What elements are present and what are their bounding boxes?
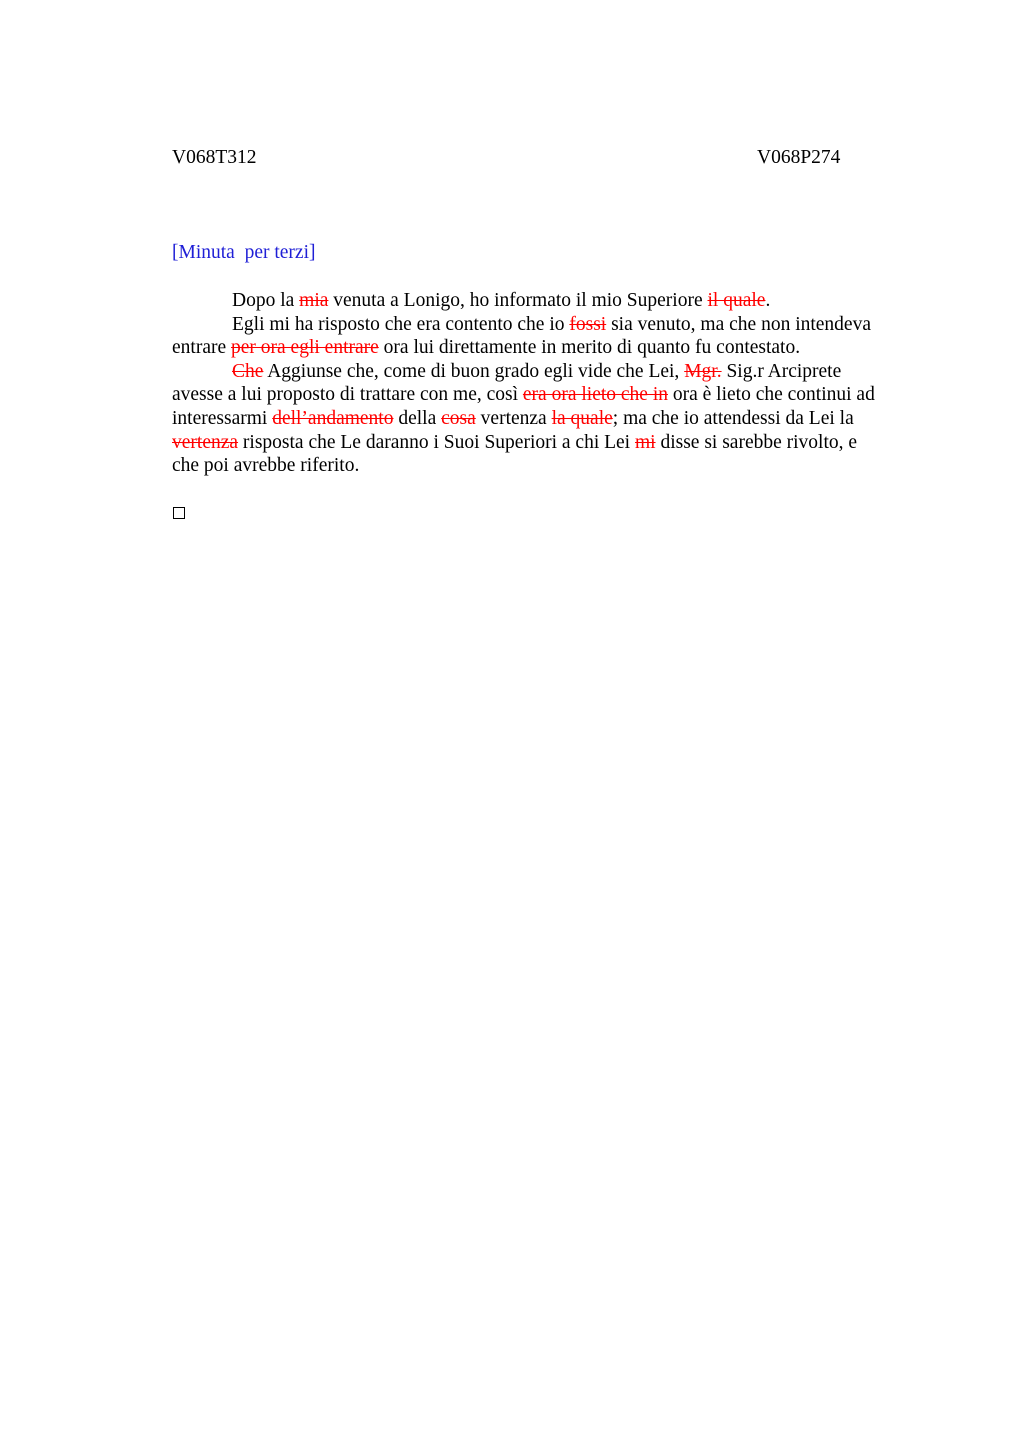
text-segment: disse si sarebbe rivolto, e [655,431,858,453]
deleted-text: il quale [707,290,766,311]
deleted-text: Mgr. [684,360,722,382]
text-segment: sia venuto, ma che non intendeva [606,313,871,335]
text-segment: entrare [172,337,231,359]
text-segment: venuta a Lonigo, ho informato il mio Superiore [328,290,708,311]
text-segment: Dopo la [232,290,300,311]
text-line [172,431,917,455]
deleted-text: fossi [569,313,607,335]
text-segment: Aggiunse che, come di buon grado egli vide che Lei, [263,360,685,382]
text-segment: vertenza [475,407,552,429]
text-line [172,313,917,337]
deleted-text: cosa [441,407,476,429]
deleted-text: era ora lieto che in [522,384,668,406]
deleted-text: per ora egli entrare [231,337,379,359]
text-segment: ; ma che io attendessi da Lei la [612,407,854,429]
deleted-text: Che [232,360,264,382]
text-segment: Egli mi ha risposto che era contento che io [232,313,570,335]
text-segment: della [393,407,442,429]
text-line [172,289,917,313]
paragraph [172,360,917,478]
text-segment: Sig.r Arciprete [721,360,842,382]
deleted-text: dell’andamento [272,407,394,429]
text-line [172,383,917,407]
text-line [172,454,917,478]
end-marker-icon [173,507,185,519]
text-segment: ora lui direttamente in merito di quanto fu contestato. [378,337,801,359]
text-segment: interessarmi [172,407,273,429]
deleted-text: mi [634,431,656,453]
document-heading: [Minuta per terzi] [172,242,316,263]
letter-body [172,289,917,478]
deleted-text: vertenza [172,431,239,453]
text-line [172,360,917,384]
text-line [172,336,917,360]
text-segment: avesse a lui proposto di trattare con me, così [172,384,523,406]
text-segment: . [765,290,771,311]
paragraph [172,289,917,313]
deleted-text: la quale [551,407,613,429]
text-line [172,407,917,431]
deleted-text: mia [299,290,329,311]
text-segment: ora è lieto che continui ad [668,384,875,406]
document-code-left: V068T312 [172,147,257,168]
text-segment: che poi avrebbe riferito. [172,455,360,477]
document-code-right: V068P274 [757,147,841,168]
text-segment: risposta che Le daranno i Suoi Superiori a chi Lei [238,431,635,453]
paragraph [172,313,917,360]
